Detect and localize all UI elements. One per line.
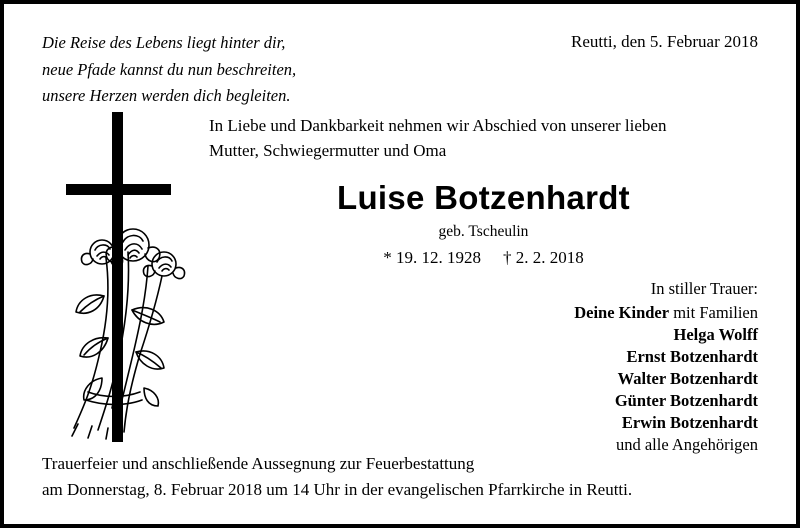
cross-and-roses-graphic bbox=[48, 112, 218, 450]
mourner-name: Ernst Botzenhardt bbox=[626, 346, 758, 366]
card-inner bbox=[4, 4, 796, 524]
birth-date: * 19. 12. 1928 bbox=[383, 248, 481, 268]
roses-bouquet-icon bbox=[44, 192, 204, 442]
mourner-suffix: und alle Angehörigen bbox=[615, 434, 758, 454]
verse-line-1: Die Reise des Lebens liegt hinter dir, bbox=[42, 33, 286, 52]
funeral-line-2: am Donnerstag, 8. Februar 2018 um 14 Uhr in der evangelischen Pfarrkirche in Reutti. bbox=[42, 479, 633, 499]
funeral-details bbox=[42, 451, 758, 502]
death-date: † 2. 2. 2018 bbox=[503, 248, 584, 268]
intro-text bbox=[209, 114, 758, 163]
intro-line-1: In Liebe und Dankbarkeit nehmen wir Abschied von unserer lieben bbox=[209, 116, 667, 135]
mourner-row bbox=[574, 368, 758, 390]
mourner-row bbox=[574, 324, 758, 346]
mourner-row bbox=[574, 346, 758, 368]
header-row bbox=[42, 30, 758, 110]
mourners-heading: In stiller Trauer: bbox=[650, 279, 758, 298]
mourner-name: Walter Botzenhardt bbox=[617, 368, 758, 388]
main-text-block bbox=[209, 114, 758, 268]
deceased-name: Luise Botzenhardt bbox=[337, 179, 630, 217]
mourner-suffix: mit Familien bbox=[669, 302, 758, 322]
verse-line-3: unsere Herzen werden dich begleiten. bbox=[42, 86, 291, 106]
mourner-name: Deine Kinder bbox=[574, 302, 670, 322]
maiden-name: geb. Tscheulin bbox=[438, 223, 529, 241]
mourner-row bbox=[574, 412, 758, 434]
verse-block bbox=[42, 30, 296, 110]
mourner-name: Helga Wolff bbox=[673, 324, 758, 344]
mourner-name: Günter Botzenhardt bbox=[614, 390, 758, 410]
verse-line-2: neue Pfade kannst du nun beschreiten, bbox=[42, 59, 297, 79]
mourner-name: Erwin Botzenhardt bbox=[621, 412, 758, 432]
funeral-line-1: Trauerfeier und anschließende Aussegnung zur Feuerbestattung bbox=[42, 454, 475, 473]
mourner-row bbox=[574, 302, 758, 324]
life-dates bbox=[209, 248, 758, 268]
intro-line-2: Mutter, Schwiegermutter und Oma bbox=[209, 140, 447, 160]
mourners-block bbox=[574, 278, 758, 456]
mourner-row bbox=[574, 390, 758, 412]
place-date: Reutti, den 5. Februar 2018 bbox=[571, 32, 758, 51]
